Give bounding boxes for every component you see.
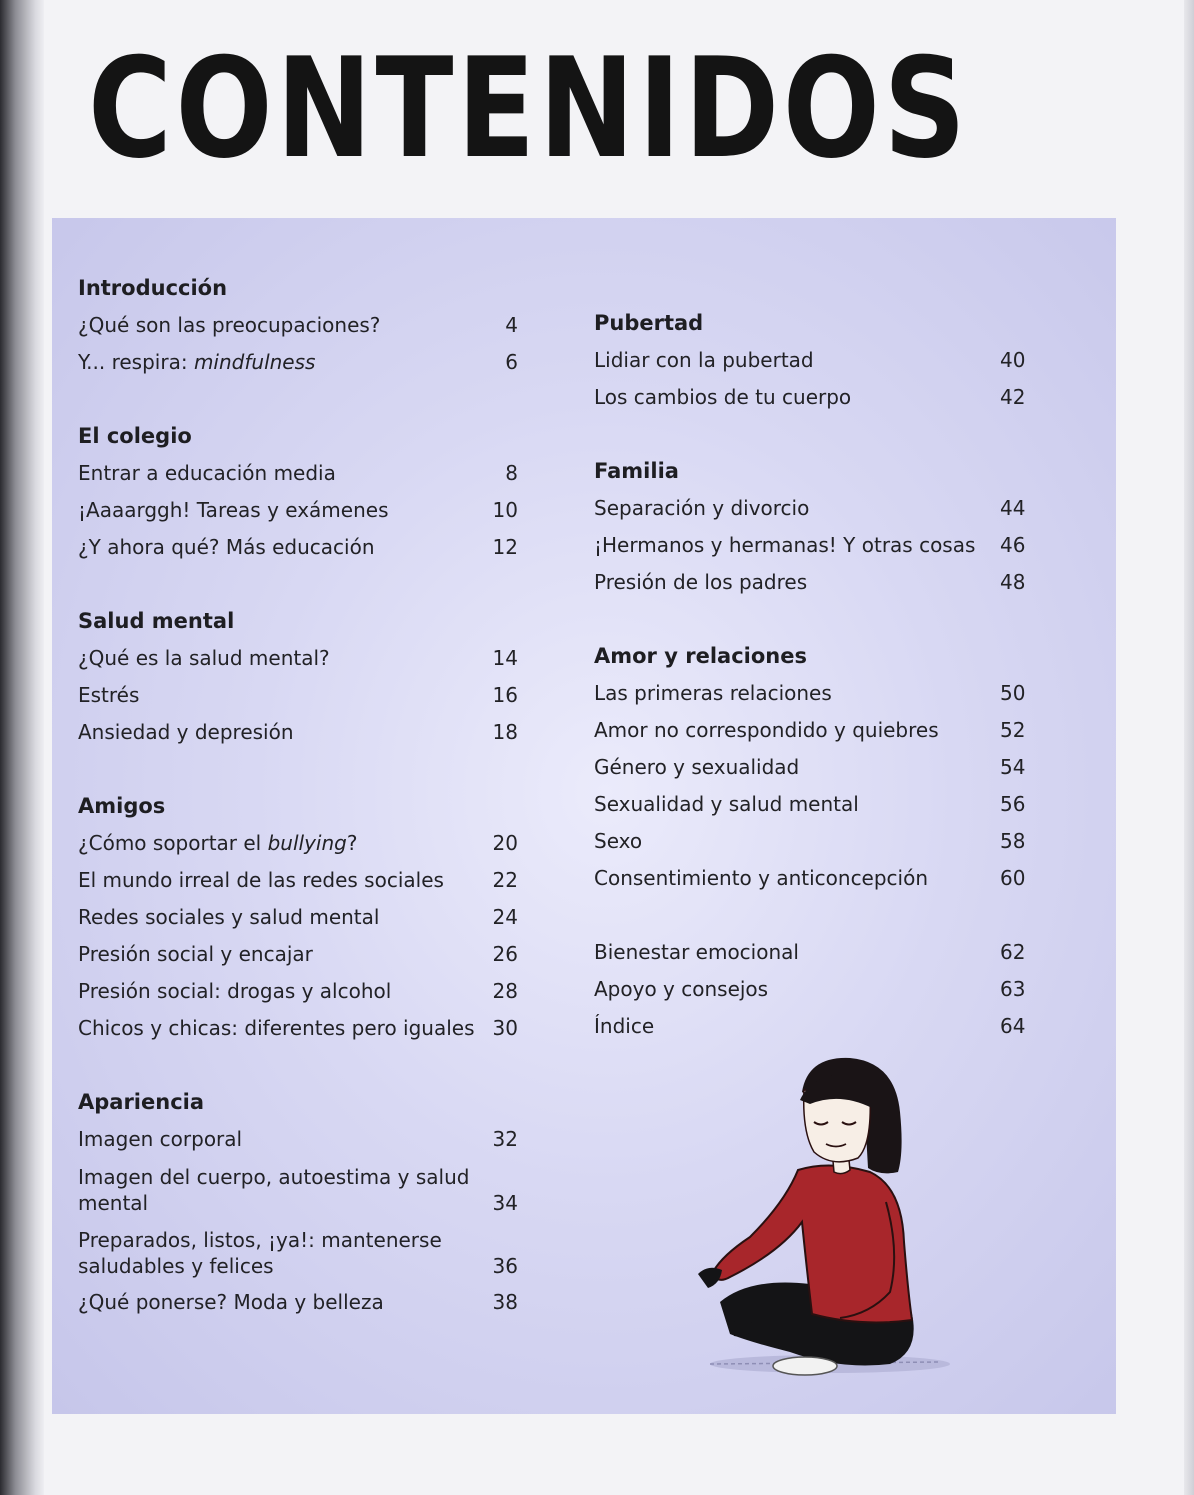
- entry-title-text: Sexo: [594, 829, 643, 853]
- entry-title: [78, 899, 488, 936]
- entry-title: [594, 749, 1000, 786]
- toc-section: [78, 788, 518, 1047]
- page-number: 46: [1000, 533, 1026, 557]
- section-heading: Amor y relaciones: [594, 644, 807, 668]
- entry-title-text: ¿Qué son las preocupaciones?: [78, 313, 381, 337]
- page-number: 8: [505, 461, 518, 485]
- toc-entry: [594, 971, 1024, 1008]
- toc-entry: [78, 677, 518, 714]
- entry-title-text: Chicos y chicas: diferentes pero iguales: [78, 1016, 475, 1040]
- entry-title-suffix: ?: [346, 831, 358, 855]
- entry-title: [594, 712, 1000, 749]
- entry-title-text: Presión social: drogas y alcohol: [78, 979, 392, 1003]
- toc-section: [78, 418, 518, 566]
- entry-title: [78, 936, 488, 973]
- entry-title: [78, 307, 488, 344]
- entry-title-text: Sexualidad y salud mental: [594, 792, 859, 816]
- entry-title-text: Los cambios de tu cuerpo: [594, 385, 852, 409]
- page-number: 4: [505, 313, 518, 337]
- entry-title: [594, 342, 1000, 379]
- entry-title: [594, 675, 1000, 712]
- toc-entry: [78, 862, 518, 899]
- toc-entry: [594, 564, 1024, 601]
- entry-title-emphasis: mindfulness: [193, 350, 316, 374]
- page-number: 32: [492, 1127, 518, 1151]
- toc-entry: [78, 344, 518, 381]
- toc-entry: [594, 712, 1024, 749]
- toc-section: [78, 270, 518, 381]
- toc-entry: [78, 973, 518, 1010]
- toc-entry: [594, 749, 1024, 786]
- entry-title: [594, 1008, 1000, 1045]
- page-number: 56: [1000, 792, 1026, 816]
- page-number: 38: [492, 1290, 518, 1314]
- toc-entry: [78, 455, 518, 492]
- entry-title: [78, 862, 488, 899]
- entry-title: [78, 1227, 488, 1279]
- section-heading: Salud mental: [78, 609, 235, 633]
- entry-title-text: Apoyo y consejos: [594, 977, 769, 1001]
- page-number: 10: [492, 498, 518, 522]
- page-number: 18: [492, 720, 518, 744]
- toc-entry: [594, 379, 1024, 416]
- entry-title: [78, 640, 488, 677]
- toc-entry: [78, 825, 518, 862]
- toc-entry: [78, 529, 518, 566]
- toc-left-column: [78, 270, 518, 1358]
- toc-right-column: [594, 305, 1024, 1082]
- entry-title-text: ¿Qué es la salud mental?: [78, 646, 330, 670]
- toc-entry: [594, 490, 1024, 527]
- page-number: 22: [492, 868, 518, 892]
- toc-entry: [78, 1010, 518, 1047]
- toc-entry: [594, 823, 1024, 860]
- entry-title-text: Las primeras relaciones: [594, 681, 832, 705]
- entry-title: [78, 714, 488, 751]
- toc-entry: [594, 786, 1024, 823]
- toc-section: [594, 453, 1024, 601]
- entry-title-text: ¡Aaaarggh! Tareas y exámenes: [78, 498, 389, 522]
- entry-title: [78, 455, 488, 492]
- toc-section: [78, 603, 518, 751]
- entry-title-text: Consentimiento y anticoncepción: [594, 866, 929, 890]
- toc-entry: [78, 492, 518, 529]
- section-heading: Pubertad: [594, 311, 704, 335]
- page-number: 60: [1000, 866, 1026, 890]
- entry-title: [78, 1164, 488, 1216]
- toc-section: [594, 638, 1024, 897]
- page-number: 20: [492, 831, 518, 855]
- entry-title: [594, 971, 1000, 1008]
- toc-entry: [594, 934, 1024, 971]
- entry-title-text: ¡Hermanos y hermanas! Y otras cosas: [594, 533, 976, 557]
- toc-entry: [78, 1221, 518, 1284]
- entry-title-text: Bienestar emocional: [594, 940, 799, 964]
- toc-entry: [78, 1158, 518, 1221]
- meditating-girl-illustration: [690, 1052, 960, 1392]
- entry-title: [78, 344, 488, 381]
- page-number: 12: [492, 535, 518, 559]
- page-title: CONTENIDOS: [88, 28, 970, 189]
- entry-title: [78, 825, 488, 862]
- section-heading: Apariencia: [78, 1090, 205, 1114]
- entry-title-text: Preparados, listos, ¡ya!: mantenerse saludables y felices: [78, 1228, 442, 1278]
- entry-title: [594, 379, 1000, 416]
- page-number: 36: [492, 1254, 518, 1278]
- toc-entry: [594, 1008, 1024, 1045]
- page-number: 58: [1000, 829, 1026, 853]
- section-heading: Introducción: [78, 276, 228, 300]
- page-number: 6: [505, 350, 518, 374]
- section-heading: Familia: [594, 459, 679, 483]
- entry-title: [594, 860, 1000, 897]
- toc-entry: [594, 860, 1024, 897]
- entry-title-text: Lidiar con la pubertad: [594, 348, 814, 372]
- entry-title-text: ¿Cómo soportar el: [78, 831, 268, 855]
- toc-entry: [78, 936, 518, 973]
- page-number: 16: [492, 683, 518, 707]
- entry-title-text: ¿Qué ponerse? Moda y belleza: [78, 1290, 384, 1314]
- page-number: 48: [1000, 570, 1026, 594]
- page-number: 54: [1000, 755, 1026, 779]
- page-number: 40: [1000, 348, 1026, 372]
- toc-entry: [78, 714, 518, 751]
- entry-title-text: Presión social y encajar: [78, 942, 313, 966]
- page-number: 64: [1000, 1014, 1026, 1038]
- page-number: 14: [492, 646, 518, 670]
- toc-entry: [78, 899, 518, 936]
- entry-title: [78, 1121, 488, 1158]
- entry-title-text: Imagen del cuerpo, autoestima y salud mental: [78, 1165, 470, 1215]
- entry-title-text: El mundo irreal de las redes sociales: [78, 868, 444, 892]
- entry-title: [594, 786, 1000, 823]
- page-number: 50: [1000, 681, 1026, 705]
- entry-title-text: Género y sexualidad: [594, 755, 800, 779]
- entry-title-text: Y... respira:: [78, 350, 194, 374]
- page-edge: [1184, 0, 1194, 1495]
- entry-title: [78, 492, 488, 529]
- toc-entry: [78, 1121, 518, 1158]
- toc-entry: [78, 640, 518, 677]
- page-number: 44: [1000, 496, 1026, 520]
- entry-title-text: Presión de los padres: [594, 570, 808, 594]
- toc-entry: [594, 527, 1024, 564]
- toc-entry: [594, 675, 1024, 712]
- entry-title: [78, 677, 488, 714]
- entry-title-text: Índice: [594, 1014, 655, 1038]
- face: [800, 1074, 872, 1162]
- page-number: 52: [1000, 718, 1026, 742]
- toc-entry: [78, 1284, 518, 1321]
- page-number: 30: [492, 1016, 518, 1040]
- entry-title-text: Entrar a educación media: [78, 461, 336, 485]
- entry-title-text: ¿Y ahora qué? Más educación: [78, 535, 375, 559]
- toc-section: [594, 934, 1024, 1045]
- page-number: 34: [492, 1191, 518, 1215]
- entry-title: [78, 973, 488, 1010]
- toc-entry: [78, 307, 518, 344]
- entry-title: [78, 529, 488, 566]
- page-number: 63: [1000, 977, 1026, 1001]
- entry-title: [594, 934, 1000, 971]
- entry-title: [78, 1010, 488, 1047]
- entry-title-text: Imagen corporal: [78, 1127, 243, 1151]
- toc-section: [594, 305, 1024, 416]
- toc-entry: [594, 342, 1024, 379]
- page-number: 24: [492, 905, 518, 929]
- entry-title-text: Ansiedad y depresión: [78, 720, 294, 744]
- book-spine-shadow: [0, 0, 44, 1495]
- section-heading: El colegio: [78, 424, 192, 448]
- entry-title-text: Estrés: [78, 683, 140, 707]
- entry-title: [594, 527, 1000, 564]
- entry-title: [78, 1284, 488, 1321]
- entry-title-text: Separación y divorcio: [594, 496, 810, 520]
- toc-section: [78, 1084, 518, 1321]
- page-number: 42: [1000, 385, 1026, 409]
- entry-title: [594, 564, 1000, 601]
- page-number: 28: [492, 979, 518, 1003]
- entry-title: [594, 490, 1000, 527]
- entry-title-emphasis: bullying: [267, 831, 347, 855]
- section-heading: Amigos: [78, 794, 166, 818]
- page-number: 26: [492, 942, 518, 966]
- entry-title-text: Amor no correspondido y quiebres: [594, 718, 939, 742]
- page-number: 62: [1000, 940, 1026, 964]
- entry-title: [594, 823, 1000, 860]
- entry-title-text: Redes sociales y salud mental: [78, 905, 380, 929]
